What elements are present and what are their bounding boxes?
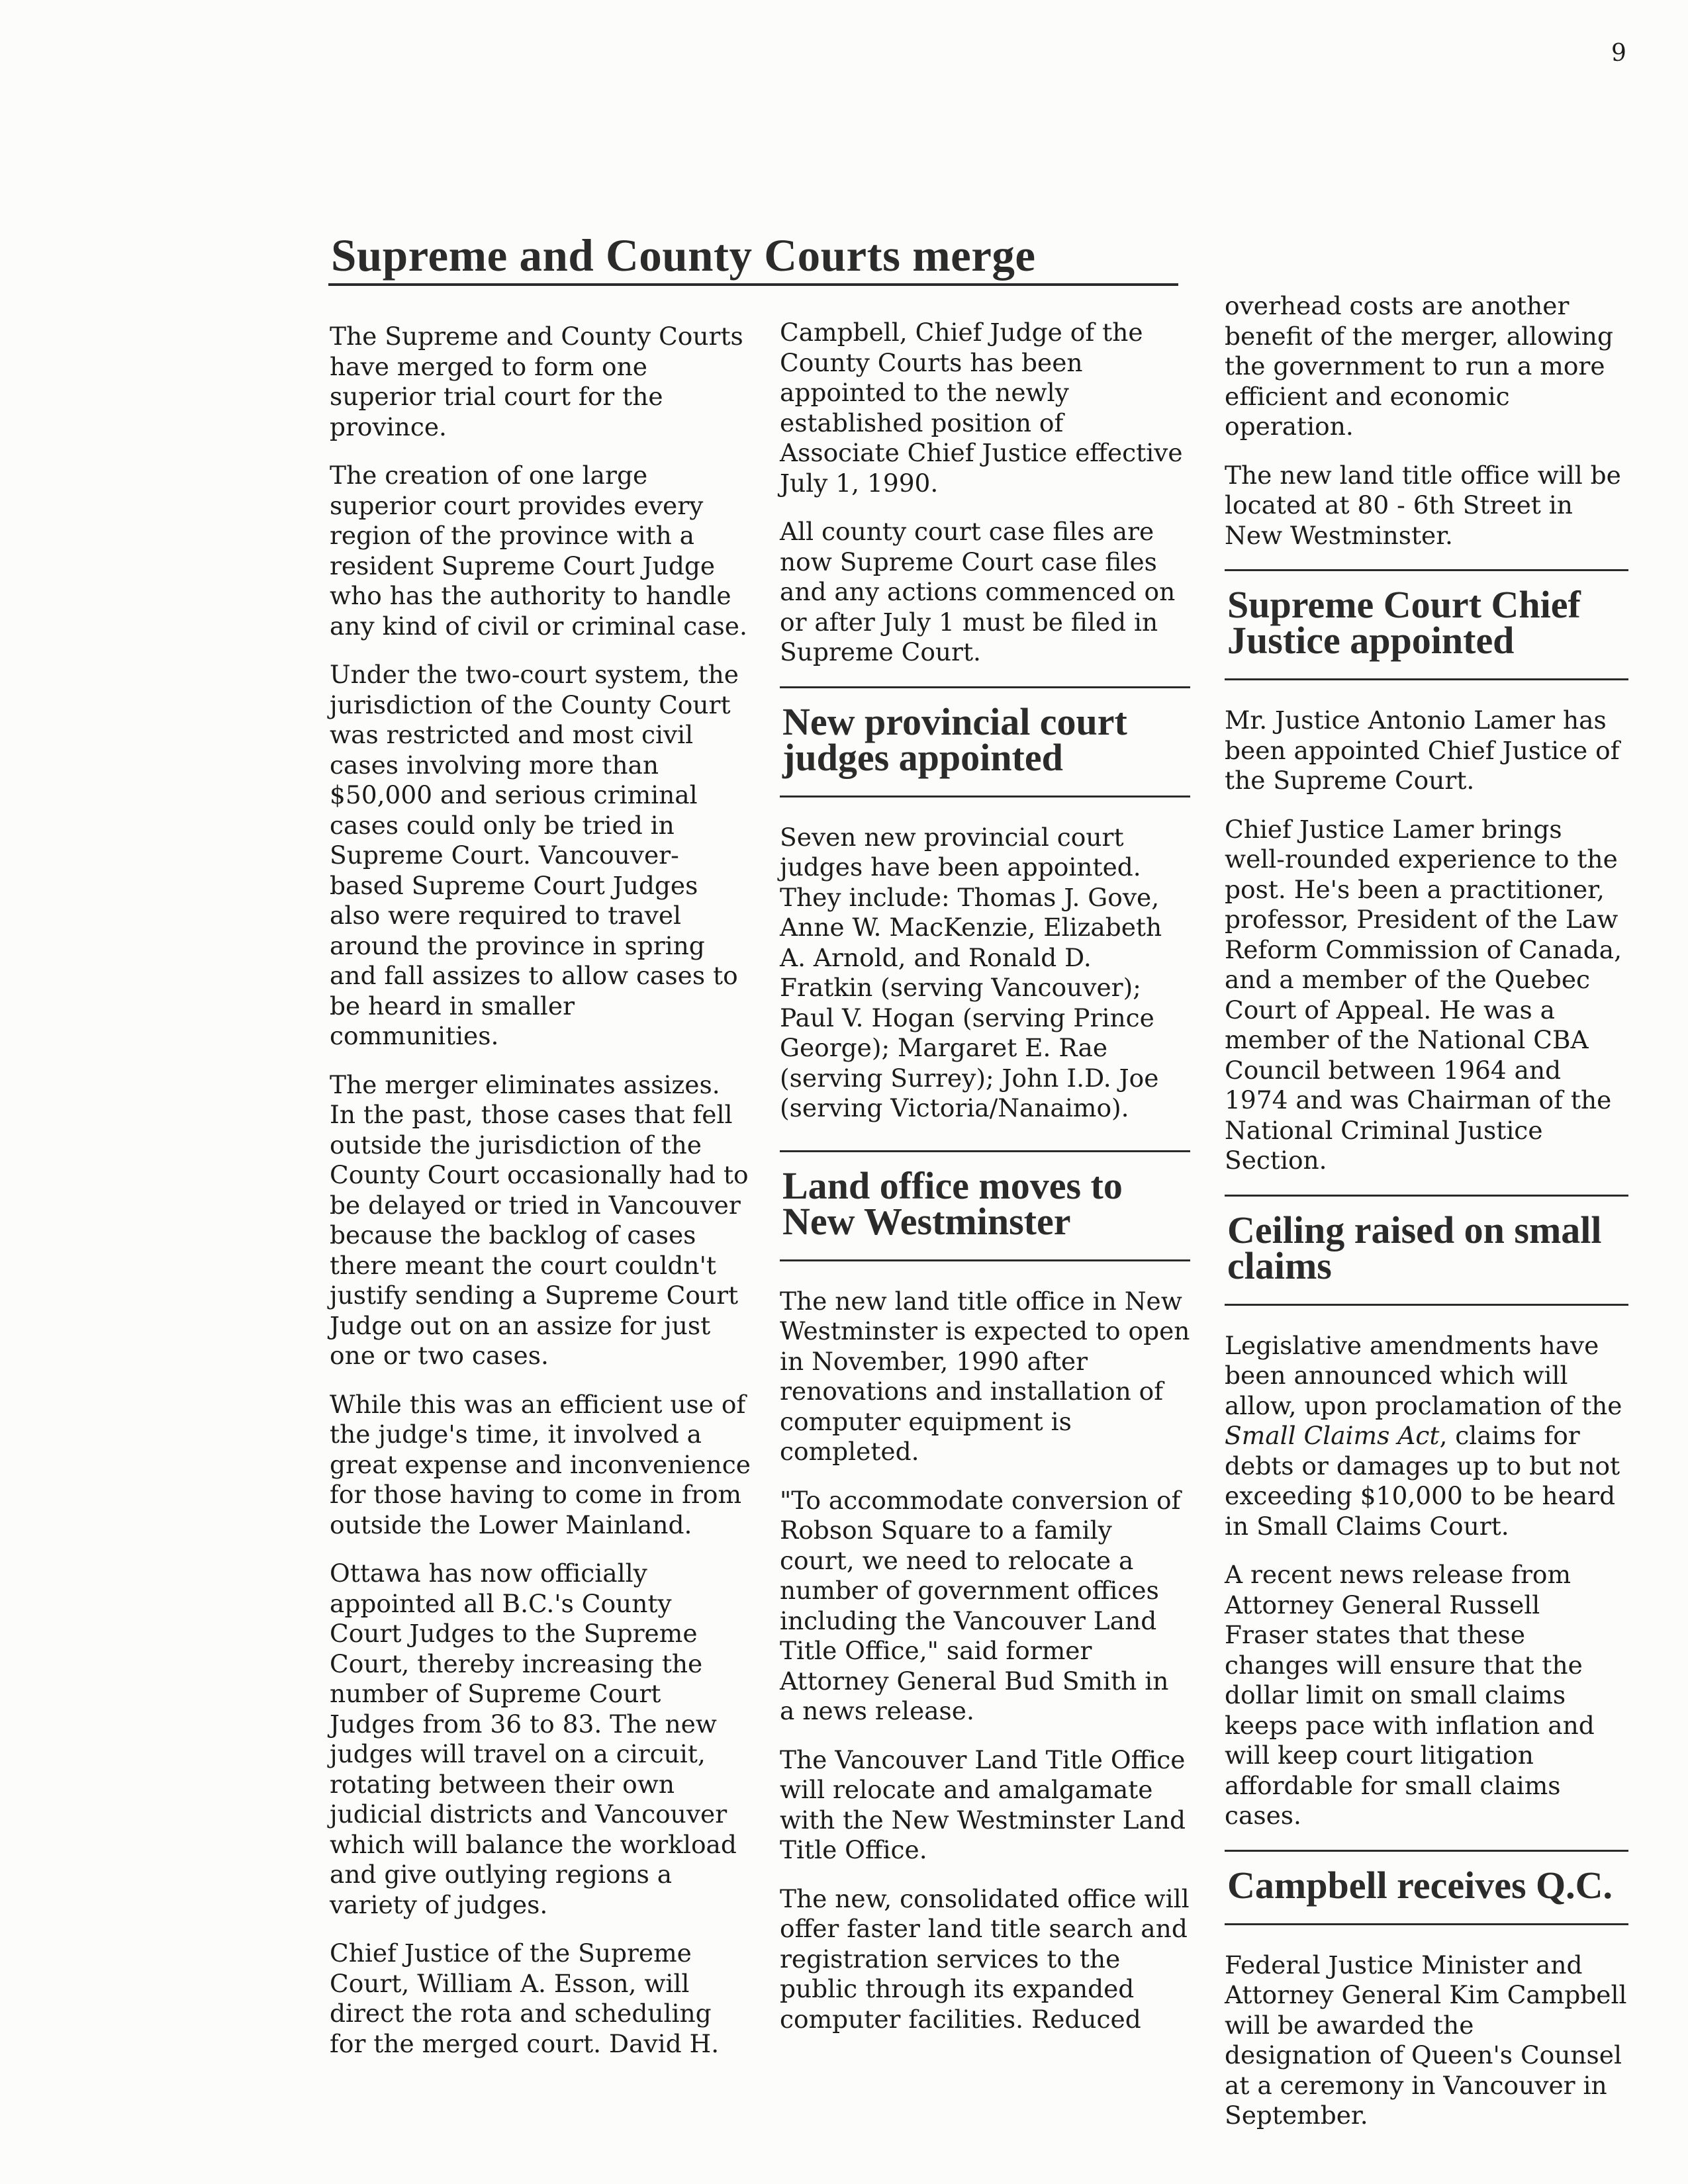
article-paragraph: The new land title office will be located at 80 - 6th Street in New Westminster.	[1225, 460, 1621, 550]
article-paragraph: The Vancouver Land Title Office will relocate and amalgamate with the New Westminster Land Title Office.	[780, 1745, 1186, 1864]
section-provincial-judges	[780, 686, 1190, 1124]
headline-rule	[328, 283, 1178, 286]
article-paragraph: Mr. Justice Antonio Lamer has been appointed Chief Justice of the Supreme Court.	[1225, 705, 1620, 795]
article-paragraph: The new land title office in New Westminster is expected to open in November, 1990 after renovations and installation of computer equipment is completed.	[780, 1286, 1190, 1466]
article-paragraph: The Supreme and County Courts have merged to form one superior trial court for the province.	[330, 322, 743, 441]
section-rule	[780, 796, 1190, 797]
article-paragraph: The new, consolidated office will offer faster land title search and registration services to the public through its expanded computer facilities. Reduced	[780, 1884, 1190, 2034]
section-rule	[1225, 678, 1628, 680]
article-paragraph: While this was an efficient use of the judge's time, it involved a great expense and inconvenience for those having to come in from outside the Lower Mainland.	[330, 1389, 751, 1539]
section-title: Campbell receives Q.C.	[1227, 1863, 1613, 1907]
article-paragraph: Campbell, Chief Judge of the County Courts has been appointed to the newly established position of Associate Chief Justice effective July 1, 1990.	[780, 318, 1183, 498]
article-paragraph: A recent news release from Attorney General Russell Fraser states that these changes will ensure that the dollar limit on small claims keeps pace with inflation and will keep court litigation affordable for small claims cases.	[1225, 1560, 1595, 1830]
main-headline	[328, 232, 1178, 286]
article-paragraph: All county court case files are now Supreme Court case files and any actions commenced on or after July 1 must be filed in Supreme Court.	[780, 517, 1176, 666]
article-paragraph: The merger eliminates assizes. In the past, those cases that fell outside the jurisdiction of the County Court occasionally had to be delayed or tried in Vancouver because the backlog of cases there meant the court couldn't justify sending a Supreme Court Judge out on an assize for just one or two cases.	[330, 1069, 749, 1370]
act-name: Small Claims Act	[1225, 1421, 1440, 1450]
main-article-title: Supreme and County Courts merge	[331, 230, 1036, 281]
section-chief-justice	[1225, 569, 1628, 1176]
section-rule	[1225, 1923, 1628, 1925]
section-rule	[780, 1259, 1190, 1261]
article-paragraph: Ottawa has now officially appointed all B.C.'s County Court Judges to the Supreme Court, thereby increasing the number of Supreme Court Judges from 36 to 83. The new judges will travel on a circuit, rotating between their own judicial districts and Vancouver which will balance the workload and give outlying regions a variety of judges.	[330, 1559, 737, 1919]
section-rule	[780, 1150, 1190, 1152]
section-title: New provincial court judges appointed	[782, 700, 1127, 779]
article-paragraph: The creation of one large superior court provides every region of the province with a resident Supreme Court Judge who has the authority to handle any kind of civil or criminal case.	[330, 461, 747, 641]
section-rule	[1225, 1304, 1628, 1306]
column-2	[780, 318, 1190, 2053]
page-number: 9	[1611, 40, 1626, 67]
section-title: Supreme Court Chief Justice appointed	[1227, 583, 1581, 662]
article-paragraph: Federal Justice Minister and Attorney General Kim Campbell will be awarded the designation of Queen's Counsel at a ceremony in Vancouver in September.	[1225, 1950, 1627, 2130]
section-rule	[1225, 1850, 1628, 1852]
section-campbell-qc	[1225, 1850, 1628, 2131]
article-paragraph: Seven new provincial court judges have been appointed. They include: Thomas J. Gove, Anne W. MacKenzie, Elizabeth A. Arnold, and Ronald D. Fratkin (serving Vancouver); Paul V. Hogan (serving Prince George); Margaret E. Rae (serving Surrey); John I.D. Joe (serving Victoria/Nanaimo).	[780, 822, 1162, 1122]
article-paragraph	[1225, 1331, 1628, 1542]
section-rule	[1225, 1195, 1628, 1197]
column-3	[1225, 291, 1628, 2150]
article-paragraph: overhead costs are another benefit of the merger, allowing the government to run a more efficient and economic operation.	[1225, 291, 1613, 441]
section-title: Ceiling raised on small claims	[1227, 1208, 1602, 1287]
article-paragraph: Chief Justice of the Supreme Court, William A. Esson, will direct the rota and scheduling for the merged court. David H.	[330, 1938, 720, 2058]
section-land-office	[780, 1150, 1190, 2035]
column-1	[330, 322, 751, 2077]
article-paragraph: Under the two-court system, the jurisdiction of the County Court was restricted and most civil cases involving more than $50,000 and serious criminal cases could only be tried in Supreme Court. Vancouver-based Supreme Court Judges also were required to travel around the province in spring and fall assizes to allow cases to be heard in smaller communities.	[330, 660, 739, 1050]
section-rule	[1225, 569, 1628, 571]
section-small-claims	[1225, 1195, 1628, 1831]
article-paragraph: Chief Justice Lamer brings well-rounded experience to the post. He's been a practitioner, professor, President of the Law Reform Commission of Canada, and a member of the Quebec Court of Appeal. He was a member of the National CBA Council between 1964 and 1974 and was Chairman of the National Criminal Justice Section.	[1225, 814, 1622, 1175]
text-run: , claims for debts or damages up to but not exceeding $10,000 to be heard in Small Claims Court.	[1225, 1421, 1620, 1541]
article-paragraph: "To accommodate conversion of Robson Square to a family court, we need to relocate a number of government offices including the Vancouver Land Title Office," said former Attorney General Bud Smith in a news release.	[780, 1485, 1181, 1725]
section-rule	[780, 686, 1190, 688]
text-run: Legislative amendments have been announced which will allow, upon proclamation of the	[1225, 1330, 1622, 1420]
section-title: Land office moves to New Westminster	[782, 1163, 1123, 1243]
